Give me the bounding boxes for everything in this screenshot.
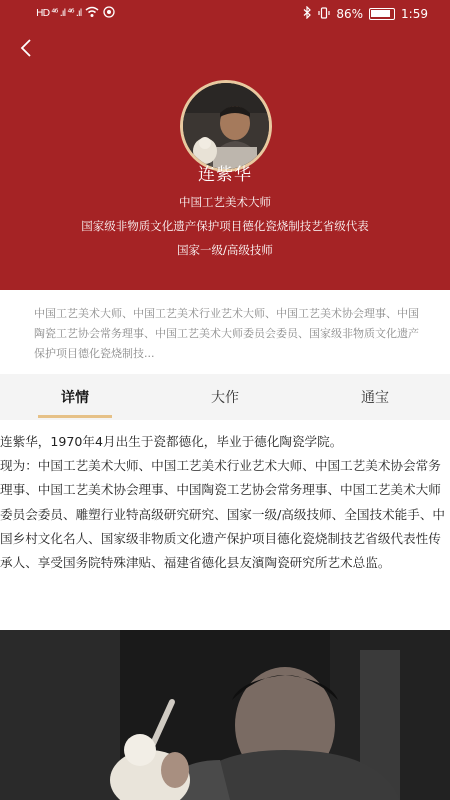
profile-name: 连紫华 — [198, 165, 252, 185]
back-button[interactable] — [14, 36, 38, 60]
bluetooth-icon — [303, 6, 312, 22]
tab-works[interactable]: 大作 — [211, 390, 239, 406]
profile-summary: 中国工艺美术大师、中国工艺美术行业艺术大师、中国工艺美术协会理事、中国陶瓷工艺协会常务理事、中国工艺美术大师委员会委员、国家级非物质文化遗产保护项目德化瓷烧制技... — [34, 307, 419, 360]
tab-details[interactable]: 详情 — [61, 390, 89, 406]
tab-tongbao[interactable]: 通宝 — [361, 390, 389, 406]
battery-percent: 86% — [336, 7, 364, 21]
battery-icon — [369, 8, 395, 20]
status-right — [303, 6, 428, 22]
profile-title-3: 国家一级/高级技师 — [177, 243, 273, 257]
profile-title-1: 中国工艺美术大师 — [179, 195, 271, 209]
chevron-left-icon — [19, 38, 33, 58]
artist-photo — [0, 630, 450, 800]
clock: 1:59 — [401, 7, 428, 21]
notification-icon — [103, 6, 115, 21]
detail-text: 连紫华，1970年4月出生于瓷都德化，毕业于德化陶瓷学院。 现为：中国工艺美术大师、中国工艺美术行业艺术大师、中国工艺美术协会常务理事、中国工艺美术协会理事、中国陶瓷工艺协会常务理事、中国工艺美术大师委员会委员、雕塑行业特高级研究研究、国家一级/高级技师、全国技术能手、中国乡村文化名人、国家级非物质文化遗产保护项目德化瓷烧制技艺省级代表性传承人、享受国务院特殊津贴、福建省德化县友濱陶瓷研究所艺术总监。 — [0, 434, 446, 571]
status-left — [36, 6, 115, 21]
avatar — [180, 80, 272, 172]
signal-indicators: HD ⁴⁶ .ıl ⁴⁶ .ıl — [36, 8, 82, 19]
profile-title-2: 国家级非物质文化遗产保护项目德化瓷烧制技艺省级代表 — [81, 219, 369, 233]
wifi-icon — [85, 6, 99, 21]
tab-bar — [0, 374, 450, 420]
status-bar — [0, 0, 450, 28]
profile-header — [0, 0, 450, 290]
tab-active-indicator — [38, 415, 112, 418]
vibrate-icon — [318, 7, 330, 22]
